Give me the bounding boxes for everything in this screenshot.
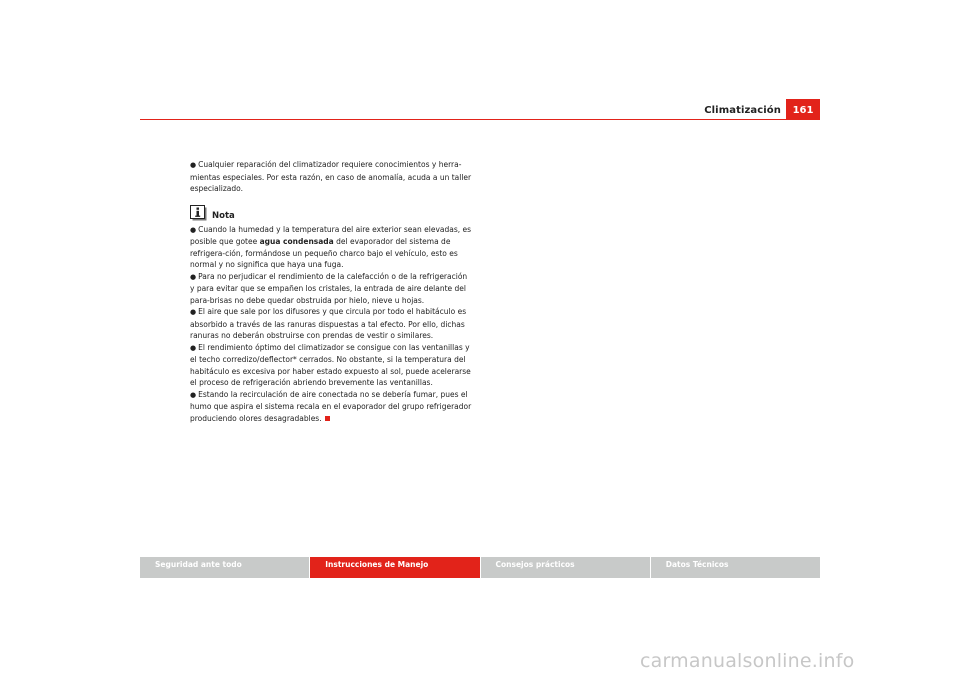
bullet-icon: ● [190, 343, 197, 352]
note-bullet-text: Para no perjudicar el rendimiento de la calefacción o de la refrigeración y para evitar que se empañen los cristales, la entrada de aire delante del para-brisas no debe quedar obstruida por hielo, nieve u hojas. [190, 271, 468, 305]
note-label: Nota [212, 210, 235, 221]
note-bullet [190, 389, 473, 425]
note-bullet-text-end: del evaporador del sistema de refrigera-ción, formándose un pequeño charco bajo el vehículo, esto es normal y no significa que haya una fuga. [190, 237, 458, 269]
bullet-icon: ● [190, 161, 197, 169]
tab-seguridad[interactable]: Seguridad ante todo [140, 557, 309, 578]
page-title: Climatización [704, 105, 781, 116]
note-bullet-text-start: Cuando la humedad y la temperatura del aire exterior sean elevadas, es posible que gotee [190, 224, 472, 246]
tab-instrucciones[interactable]: Instrucciones de Manejo [310, 557, 479, 578]
content-column [190, 159, 473, 424]
note-bullet [190, 224, 473, 271]
watermark: carmanualsonline.info [640, 650, 855, 672]
bullet-icon: ● [190, 308, 197, 316]
bullet-icon: ● [190, 390, 197, 399]
chapter-nav [140, 557, 820, 578]
tab-datos[interactable]: Datos Técnicos [651, 557, 820, 578]
bullet-icon: ● [190, 225, 197, 234]
note-bullet [190, 306, 473, 342]
tab-consejos[interactable]: Consejos prácticos [481, 557, 650, 578]
info-note-icon [190, 205, 208, 221]
intro-bullet [190, 159, 473, 195]
note-bullet-text: El rendimiento óptimo del climatizador se consigue con las ventanillas y el techo corredizo/deflector* cerrados. No obstante, si la temperatura del habitáculo es excesiva por haber estado expuesto al sol, puede acelerarse el proceso de refrigeración abriendo brevemente las ventanillas. [190, 342, 471, 387]
note-bullet-text: Estando la recirculación de aire conectada no se debería fumar, pues el humo que aspira el sistema recala en el evaporador del grupo refrigerador produciendo olores desagradables. [190, 389, 472, 423]
header-divider [140, 119, 820, 120]
note-bullet-bold-term: agua condensada [259, 237, 334, 246]
bullet-icon: ● [190, 272, 197, 281]
note-bullet [190, 342, 473, 389]
note-header [190, 205, 473, 221]
note-bullet-text: El aire que sale por los difusores y que circula por todo el habitáculo es absorbido a través de las ranuras dispuestas a tal efecto. Por ello, dichas ranuras no deberán obstruirse con prendas de vestir o similares. [190, 307, 467, 340]
page-number-badge: 161 [786, 99, 820, 119]
section-end-icon [325, 416, 330, 421]
note-bullet [190, 271, 473, 307]
intro-bullet-text: Cualquier reparación del climatizador requiere conocimientos y herra-mientas especiales. Por esta razón, en caso de anomalía, acuda a un taller especializado. [190, 160, 472, 193]
